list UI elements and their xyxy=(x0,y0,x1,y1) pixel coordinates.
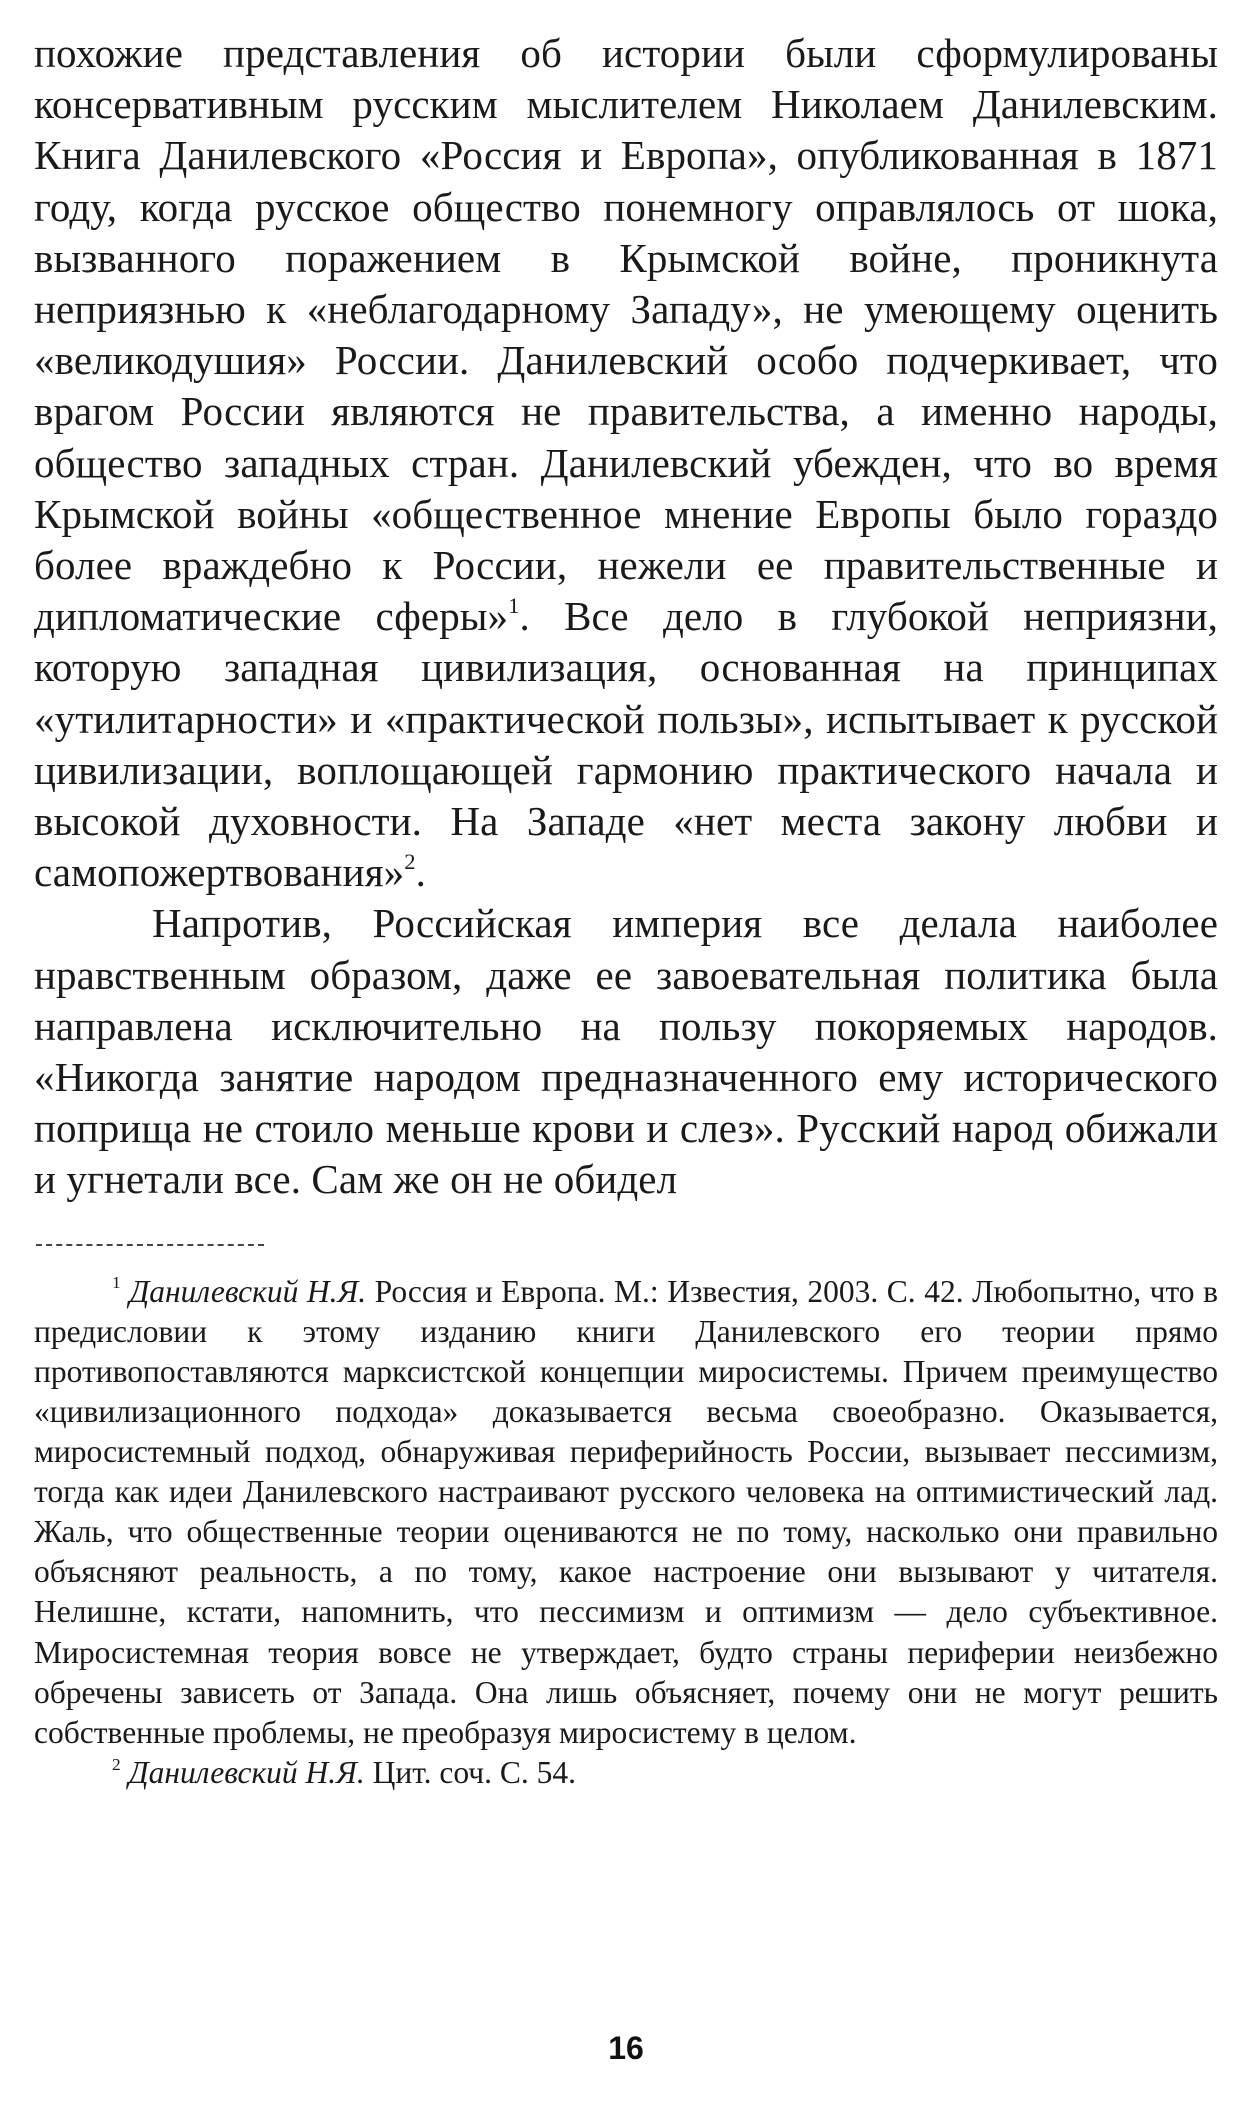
paragraph-1-text-b: . Все дело в глубокой неприязни, которую западная цивилизация, основанная на принципах «утилитарности» и «практической пользы», испытывает к русской цивилизации, воплощающей гармонию практического начала и высокой духовности. На Западе «нет места закону любви и самопожертвования» xyxy=(34,593,1219,896)
paragraph-1-text-c: . xyxy=(415,849,426,896)
footnote-2 xyxy=(34,1753,1218,1793)
footnote-2-number: 2 xyxy=(112,1754,121,1774)
footnote-ref-2: 2 xyxy=(404,849,416,875)
footnote-2-author: Данилевский Н.Я. xyxy=(128,1754,365,1790)
page-content xyxy=(34,28,1218,1793)
main-text xyxy=(34,28,1218,1206)
page-number: 16 xyxy=(608,2030,644,2066)
paragraph-2: Напротив, Российская империя все делала наиболее нравственным образом, даже ее завоевательная политика была направлена исключительно на пользу покоряемых народов. «Никогда занятие народом предназначенного ему исторического поприща не стоило меньше крови и слез». Русский народ обижали и угнетали все. Сам же он не обидел xyxy=(34,900,1218,1203)
paragraph-1-text-a: похожие представления об истории были сформулированы консервативным русским мыслителем Николаем Данилевским. Книга Данилевского «Россия и Европа», опубликованная в 1871 году, когда русское общество понемногу оправлялось от шока, вызванного поражением в Крымской войне, проникнута неприязнью к «неблагодарному Западу», не умеющему оценить «великодушия» России. Данилевский особо подчеркивает, что врагом России являются не правительства, а именно народы, общество западных стран. Данилевский убежден, что во время Крымской войны «общественное мнение Европы было гораздо более враждебно к России, нежели ее правительственные и дипломатические сферы» xyxy=(34,30,1218,640)
footnote-1-text: Россия и Европа. М.: Известия, 2003. С. 42. Любопытно, что в предисловии к этому изданию книги Данилевского его теории прямо противопоставляются марксистской концепции миросистемы. Причем преимущество «цивилизационного подхода» доказывается весьма своеобразно. Оказывается, миросистемный подход, обнаруживая периферийность России, вызывает пессимизм, тогда как идеи Данилевского настраивают русского человека на оптимистический лад. Жаль, что общественные теории оцениваются не по тому, насколько они правильно объясняют реальность, а по тому, какое настроение они вызывают у читателя. Нелишне, кстати, напомнить, что пессимизм и оптимизм — дело субъективное. Миросистемная теория вовсе не утверждает, будто страны периферии неизбежно обречены зависеть от Запада. Она лишь объясняет, почему они не могут решить собственные проблемы, не преобразуя миросистему в целом. xyxy=(34,1273,1218,1750)
footnote-separator xyxy=(36,1244,264,1246)
footnotes xyxy=(34,1272,1218,1793)
footnote-1-author: Данилевский Н.Я. xyxy=(129,1273,367,1309)
paragraph-1 xyxy=(34,28,1218,898)
footnote-1 xyxy=(34,1272,1218,1753)
footnote-1-number: 1 xyxy=(112,1273,121,1293)
footnote-ref-1: 1 xyxy=(508,593,520,619)
footnote-2-text: Цит. соч. С. 54. xyxy=(364,1754,577,1790)
